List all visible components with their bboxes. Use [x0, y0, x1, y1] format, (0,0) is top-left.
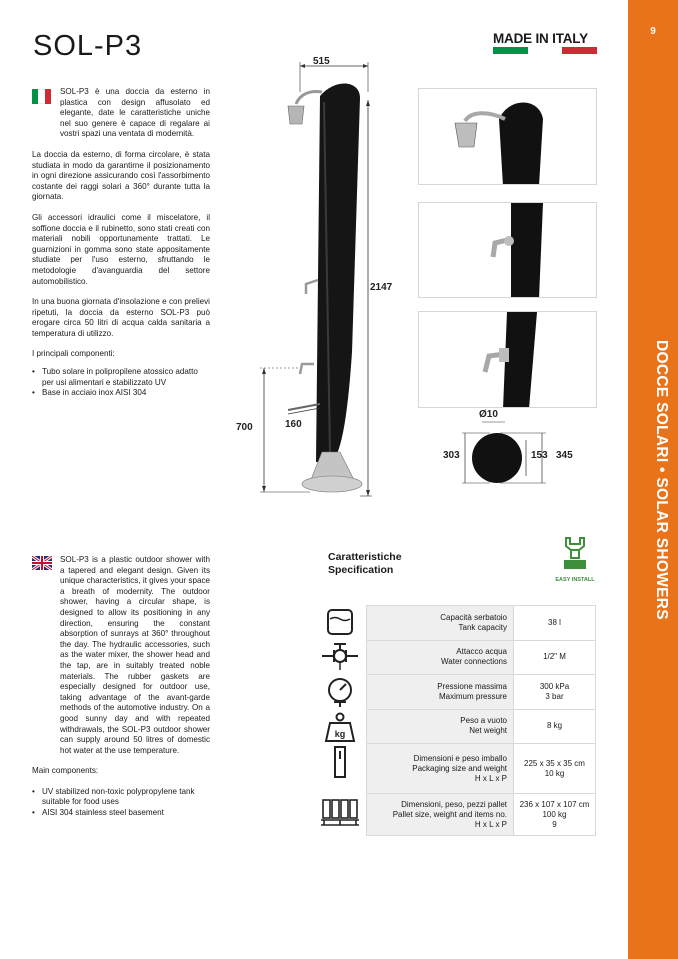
list-item: • Base in acciaio inox AISI 304	[32, 388, 210, 399]
product-drawing	[230, 52, 410, 502]
table-row: Peso a vuoto Net weight 8 kg	[367, 709, 596, 744]
spec-table	[366, 605, 596, 836]
tap-icon	[318, 640, 362, 674]
easy-install-badge	[549, 536, 601, 583]
page-number: 9	[650, 26, 656, 37]
dim-section-b: 345	[556, 450, 573, 461]
spec-heading-en: Specification	[328, 564, 394, 576]
it-paragraph: I principali componenti:	[32, 349, 115, 359]
gauge-icon	[318, 675, 362, 709]
spec-heading	[328, 551, 402, 577]
dim-foot: 160	[285, 419, 302, 430]
it-paragraph: In una buona giornata d'insolazione e con prelievi ripetuti, la doccia da esterno SOL-P3 può erogare circa 50 litri di acqua calda sanitaria a temperatura di utilizzo.	[32, 297, 210, 338]
table-row: Capacità serbatoio Tank capacity 38 l	[367, 606, 596, 641]
en-paragraph: SOL-P3 is a plastic outdoor shower with a tapered and elegant design. Given its unique characteristics, it gives your space a breath of modernity. The outdoor shower, having a circular shape, is designed to allow its positioning in any direction, ensuring the constant absorption of sunrays at 360° throughout the day. The hydraulic accessories, such as the water mixer, the shower head and the tap, are in suitably treated noble materials. The rubber gaskets are especially designed for outdoor use, taking advantage of the avant-garde methods of the automotive industry. On a good sunny day and with repeated withdrawals, the SOL-P3 outdoor shower can supply around 50 litres of domestic hot water at the use temperature.	[60, 555, 210, 755]
photo-tap	[418, 311, 597, 408]
side-banner-text: DOCCE SOLARI • SOLAR SHOWERS	[653, 340, 670, 620]
it-components-list	[32, 367, 210, 399]
dim-top-width: 515	[313, 56, 330, 67]
tank-icon	[318, 605, 362, 639]
en-components-list	[32, 787, 210, 819]
it-paragraph: Gli accessori idraulici come il miscelatore, il soffione doccia e il rubinetto, sono stati creati con materiali nobili opportunamente trattati. Le guarnizioni in gomma sono state appositamente studiate per l'uso esterno, sfruttando le metodologie d'avanguardia del settore automobilistico.	[32, 212, 210, 286]
photo-shower-head	[418, 88, 597, 185]
table-row: Dimensioni e peso imballo Packaging size and weight H x L x P 225 x 35 x 35 cm 10 kg	[367, 744, 596, 794]
made-in-italy-label: MADE IN ITALY	[493, 31, 588, 46]
dim-section-a: 153	[531, 450, 548, 461]
list-item: • Tubo solare in polipropilene atossico adatto per usi alimentari e stabilizzato UV	[32, 367, 210, 388]
dim-pipe: Ø10	[479, 409, 498, 420]
table-row: Pressione massima Maximum pressure 300 kPa 3 bar	[367, 675, 596, 710]
list-item: • UV stabilized non-toxic polypropylene tank suitable for food uses	[32, 787, 210, 808]
side-banner	[628, 0, 678, 959]
page-title: SOL-P3	[33, 30, 143, 62]
dim-tap-height: 700	[236, 422, 253, 433]
list-item: • AISI 304 stainless steel basement	[32, 808, 210, 819]
photo-mixer	[418, 202, 597, 298]
cross-section-drawing	[460, 418, 570, 498]
italian-flag-bar	[493, 47, 597, 54]
table-row: Attacco acqua Water connections 1/2" M	[367, 640, 596, 675]
easy-install-label: EASY INSTALL	[555, 577, 595, 583]
pallet-icon	[318, 795, 362, 829]
spec-heading-it: Caratteristiche	[328, 551, 402, 563]
italian-description	[32, 87, 210, 399]
wrench-hand-icon	[560, 536, 590, 570]
en-paragraph: Main components:	[32, 766, 99, 776]
table-row: Dimensioni, peso, pezzi pallet Pallet size, weight and items no. H x L x P 236 x 107 x 107 cm 100 kg 9	[367, 794, 596, 836]
it-paragraph: SOL-P3 è una doccia da esterno in plastica con design affusolato ed elegante, date le caratteristiche uniche nel suo genere è capace di regalare ai vostri spazi una ventata di modernità.	[60, 87, 210, 139]
it-paragraph: La doccia da esterno, di forma circolare, è stata studiata in modo da garantirne il posizionamento in ogni direzione assicurando così l'assorbimento costante dei raggi solari a 360° durante tutta la giornata.	[32, 149, 210, 202]
weight-icon	[318, 710, 362, 744]
weight-badge-text: kg	[334, 729, 346, 739]
english-description	[32, 555, 210, 819]
package-icon	[318, 745, 362, 779]
dim-section-width: 303	[443, 450, 460, 461]
dim-height: 2147	[370, 282, 393, 293]
